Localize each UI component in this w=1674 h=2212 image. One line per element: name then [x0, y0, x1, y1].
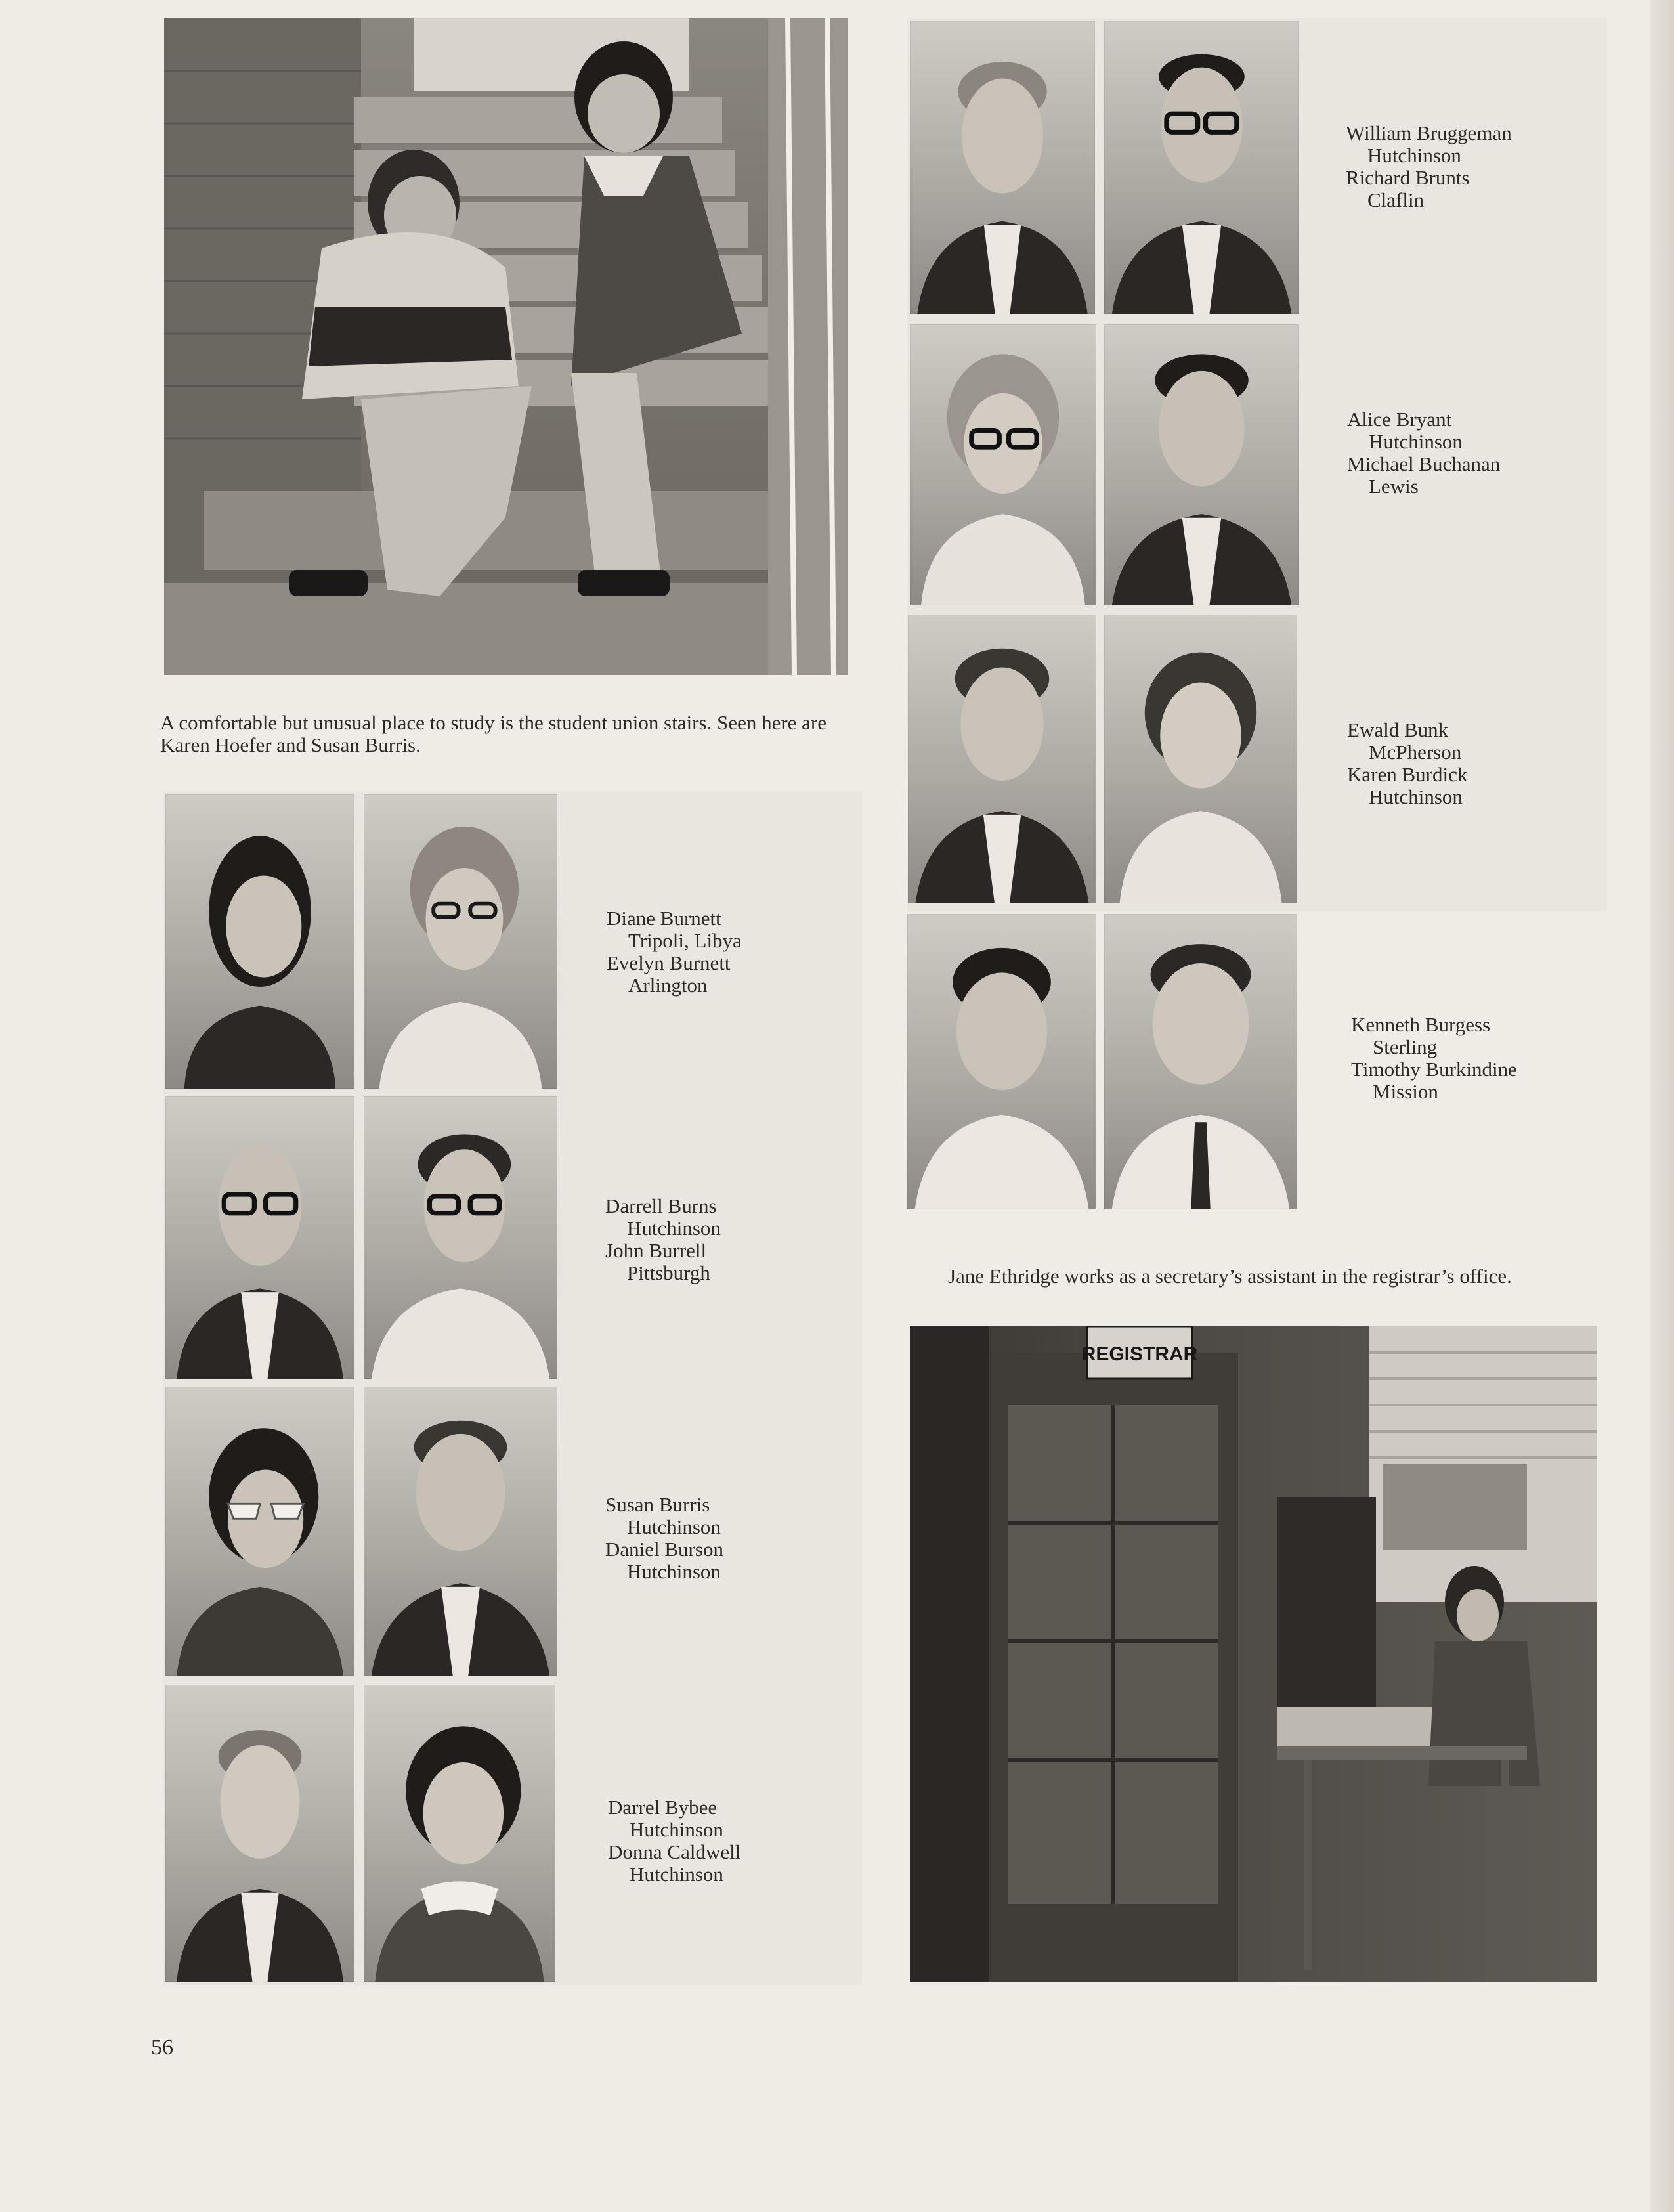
portrait-kenneth-burgess-figure	[907, 914, 1096, 1209]
student-name: Diane Burnett	[607, 907, 721, 930]
student-name: Timothy Burkindine	[1351, 1058, 1517, 1081]
portrait-karen-burdick-figure	[1104, 615, 1297, 903]
student-name: Daniel Burson	[605, 1538, 723, 1561]
portrait-diane-burnett-figure	[165, 794, 354, 1089]
portrait-diane-burnett	[165, 794, 354, 1089]
portrait-daniel-burson-figure	[364, 1387, 557, 1676]
portrait-darrel-bybee-figure	[165, 1685, 354, 1982]
student-hometown: Tripoli, Libya	[628, 929, 742, 952]
student-name: Michael Buchanan	[1347, 452, 1501, 475]
names-group-r3	[1347, 719, 1467, 808]
portrait-ewald-bunk	[908, 615, 1096, 903]
student-hometown: Hutchinson	[1367, 144, 1461, 167]
student-name: Karen Burdick	[1347, 763, 1468, 786]
student-hometown: Lewis	[1369, 475, 1419, 498]
portrait-william-bruggeman	[910, 21, 1095, 314]
registrar-caption: Jane Ethridge works as a secretary’s assistant in the registrar’s office.	[948, 1265, 1512, 1288]
names-group-3	[605, 1494, 723, 1583]
portrait-darrell-burns-figure	[165, 1096, 354, 1379]
portrait-evelyn-burnett	[364, 794, 557, 1089]
portrait-michael-buchanan	[1104, 324, 1299, 605]
student-name: Richard Brunts	[1346, 166, 1470, 189]
portrait-richard-brunts-figure	[1104, 21, 1299, 314]
registrar-photo	[910, 1326, 1597, 1982]
portrait-richard-brunts	[1104, 21, 1299, 314]
student-hometown: Pittsburgh	[627, 1261, 710, 1284]
student-hometown: Hutchinson	[630, 1863, 723, 1886]
portrait-alice-bryant-figure	[910, 324, 1096, 605]
student-name: Darrel Bybee	[608, 1796, 718, 1819]
portrait-evelyn-burnett-figure	[364, 794, 557, 1089]
registrar-sign: REGISTRAR	[1081, 1343, 1198, 1365]
portrait-timothy-burkindine	[1104, 914, 1297, 1209]
student-hometown: Claflin	[1367, 188, 1425, 211]
student-hometown: Mission	[1373, 1080, 1438, 1103]
portrait-william-bruggeman-figure	[910, 21, 1095, 314]
student-hometown: Hutchinson	[1369, 785, 1463, 808]
portrait-timothy-burkindine-figure	[1104, 914, 1297, 1209]
names-group-1	[607, 907, 742, 997]
student-name: William Bruggeman	[1346, 121, 1512, 144]
student-hometown: Sterling	[1373, 1035, 1438, 1058]
student-name: Alice Bryant	[1347, 408, 1452, 431]
student-hometown: McPherson	[1369, 741, 1462, 764]
portrait-kenneth-burgess	[907, 914, 1096, 1209]
student-hometown: Hutchinson	[630, 1818, 723, 1841]
student-name: Donna Caldwell	[608, 1840, 741, 1863]
portrait-darrel-bybee	[165, 1685, 354, 1982]
student-hometown: Arlington	[628, 974, 708, 997]
student-hometown: Hutchinson	[627, 1560, 721, 1583]
stairs-scene	[164, 18, 848, 675]
names-group-r2	[1347, 408, 1500, 498]
portrait-ewald-bunk-figure	[908, 615, 1096, 903]
portrait-donna-caldwell-figure	[364, 1685, 555, 1982]
stairs-photo	[164, 18, 848, 675]
student-name: Evelyn Burnett	[607, 951, 731, 974]
student-hometown: Hutchinson	[627, 1515, 721, 1538]
student-hometown: Hutchinson	[1369, 430, 1463, 453]
names-group-4	[608, 1796, 740, 1886]
portrait-susan-burris-figure	[165, 1387, 354, 1676]
student-name: Ewald Bunk	[1347, 718, 1449, 741]
portrait-john-burrell-figure	[364, 1096, 557, 1379]
names-group-2	[605, 1195, 721, 1284]
names-group-r4	[1351, 1014, 1517, 1103]
student-name: Kenneth Burgess	[1351, 1013, 1491, 1036]
portrait-daniel-burson	[364, 1387, 557, 1676]
student-name: Susan Burris	[605, 1493, 710, 1516]
portrait-john-burrell	[364, 1096, 557, 1379]
student-hometown: Hutchinson	[627, 1217, 721, 1240]
student-name: John Burrell	[605, 1239, 707, 1262]
student-name: Darrell Burns	[605, 1194, 717, 1217]
portrait-karen-burdick	[1104, 615, 1297, 903]
portrait-donna-caldwell	[364, 1685, 555, 1982]
registrar-scene	[910, 1326, 1597, 1982]
names-group-r1	[1346, 122, 1512, 211]
page-number: 56	[151, 2035, 173, 2060]
page-edge	[1650, 0, 1674, 2212]
portrait-susan-burris	[165, 1387, 354, 1676]
stairs-caption: A comfortable but unusual place to study is the student union stairs. Seen here are Karen Hoefer and Susan Burris.	[160, 711, 827, 756]
portrait-michael-buchanan-figure	[1104, 324, 1299, 605]
portrait-darrell-burns	[165, 1096, 354, 1379]
portrait-alice-bryant	[910, 324, 1096, 605]
